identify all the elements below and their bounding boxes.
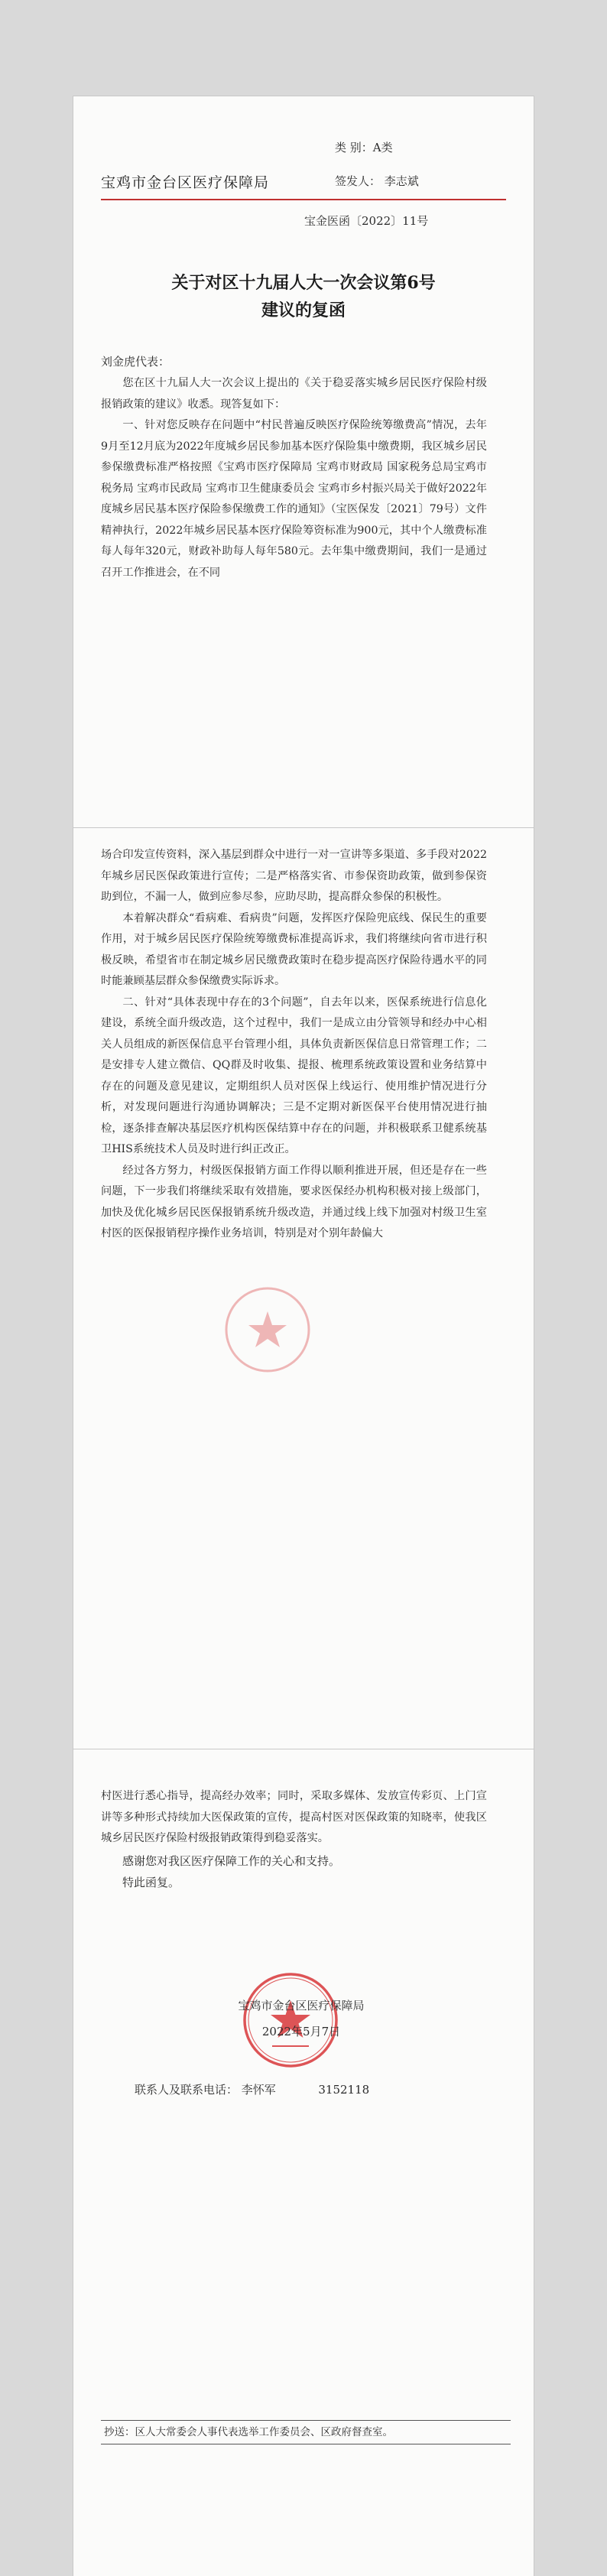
title-line-2: 建议的复函 [261,300,346,320]
category-label: 类 别：A类 [335,141,393,154]
body-paragraph: 您在区十九届人大一次会议上提出的《关于稳妥落实城乡居民医疗保险村级报销政策的建议》收悉。现答复如下： [101,377,487,411]
document-page-1 [73,96,534,827]
cc-line: 抄送：区人大常委会人事代表选举工作委员会、区政府督查室。 [101,2420,511,2444]
issuing-office: 宝鸡市金台区医疗保障局 [101,174,270,191]
body-paragraph: 本着解决群众“看病难、看病贵”问题，发挥医疗保险兜底线、保民生的重要作用，对于城乡居民医疗保险统筹缴费标准提高诉求，我们将继续向省市进行积极反映，希望省市在制定城乡居民缴费政策时在稳步提高医疗保险待遇水平的同时能兼顾基层群众参保缴费实际诉求。 [101,911,487,987]
red-header-line [101,199,506,200]
contact-name: 李怀军 [241,2083,276,2097]
signature-date: 2022年5月7日 [261,2025,341,2038]
letter-title [73,269,534,324]
contact-phone: 3152118 [318,2083,370,2097]
body-page-2 [101,845,487,1245]
body-paragraph: 一、针对您反映存在问题中“村民普遍反映医疗保险统筹缴费高”情况，去年9月至12月底为2022年度城乡居民参加基本医疗保险集中缴费期，我区城乡居民参保缴费标准严格按照《宝鸡市医疗保障局 宝鸡市财政局 国家税务总局宝鸡市税务局 宝鸡市民政局 宝鸡市卫生健康委员会 宝鸡市乡村振兴局关于做好2022年度城乡居民基本医疗保险参保缴费工作的通知》（宝医保发〔2021〕79号）文件精神执行，2022年城乡居民基本医疗保险筹资标准为900元，其中个人缴费标准每人每年320元，财政补助每人每年580元。去年集中缴费期间，我们一是通过召开工作推进会，在不同 [101,419,487,579]
contact-label: 联系人及联系电话： [135,2083,239,2097]
body-page-3 [101,1786,487,1850]
title-line-1: 关于对区十九届人大一次会议第6号 [171,273,436,293]
contact-line [135,2081,369,2097]
body-paragraph: 经过各方努力，村级医保报销方面工作得以顺利推进开展，但还是存在一些问题，下一步我们将继续采取有效措施，要求医保经办机构积极对接上级部门，加快及优化城乡居民医保报销系统升级改造，并通过线上线下加强对村级卫生室村医的医保报销程序操作业务培训，特别是对个别年龄偏大 [101,1164,487,1239]
closing-line: 特此函复。 [122,1876,180,1889]
seal-bleed-through-icon [222,1284,313,1376]
thanks-line: 感谢您对我区医疗保障工作的关心和支持。 [122,1854,341,1868]
signer-label: 签发人： 李志斌 [335,174,419,188]
salutation: 刘金虎代表： [101,355,170,369]
body-paragraph: 村医进行悉心指导，提高经办效率；同时，采取多媒体、发放宣传彩页、上门宣讲等多种形式持续加大医保政策的宣传，提高村医对医保政策的知晓率，使我区城乡居民医疗保险村级报销政策得到稳妥落实。 [101,1790,487,1844]
body-paragraph: 场合印发宣传资料，深入基层到群众中进行一对一宣讲等多渠道、多手段对2022年城乡居民医保政策进行宣传；二是严格落实省、市参保资助政策，做到参保资助到位，不漏一人，做到应参尽参，应助尽助，提高群众参保的积极性。 [101,849,487,903]
signature-block [225,1993,378,2045]
body-page-1 [101,373,487,583]
document-number: 宝金医函〔2022〕11号 [304,214,429,228]
document-page-3 [73,1749,534,2576]
signature-org: 宝鸡市金台区医疗保障局 [238,1999,365,2012]
document-page-2 [73,828,534,1749]
body-paragraph: 二、针对“具体表现中存在的3个问题”，自去年以来，医保系统进行信息化建设，系统全面升级改造，这个过程中，我们一是成立由分管领导和经办中心相关人员组成的新医保信息平台管理小组，具体负责新医保信息日常管理工作；二是安排专人建立微信、QQ群及时收集、提报、梳理系统政策设置和业务结算中存在的问题及意见建议，定期组织人员对医保上线运行、使用维护情况进行分析，对发现问题进行沟通协调解决；三是不定期对新医保平台使用情况进行抽检，逐条排查解决基层医疗机构医保结算中存在的问题，并积极联系卫健系统基卫HIS系统技术人员及时进行纠正改正。 [101,996,487,1155]
